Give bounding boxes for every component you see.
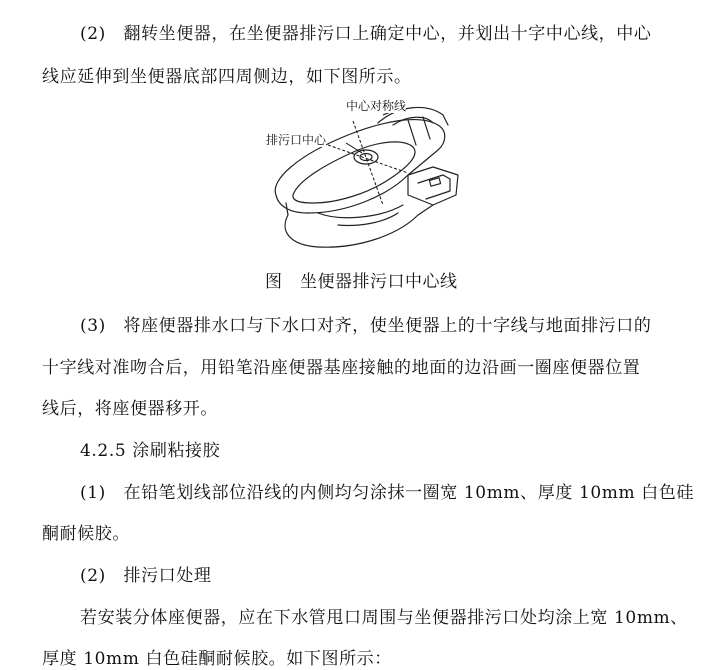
- toilet-illustration: [258, 95, 468, 263]
- paragraph-line: 线后，将座便器移开。: [42, 399, 218, 419]
- paragraph-line: (1) 在铅笔划线部位沿线的内侧均匀涂抹一圈宽 10mm、厚度 10mm 白色硅: [80, 483, 695, 503]
- paragraph-line: 若安装分体座便器，应在下水管甩口周围与坐便器排污口处均涂上宽 10mm、: [80, 608, 688, 628]
- section-heading: 4.2.5 涂刷粘接胶: [80, 441, 221, 461]
- paragraph-line: (2) 翻转坐便器，在坐便器排污口上确定中心，并划出十字中心线，中心: [80, 24, 652, 44]
- paragraph-line: 线应延伸到坐便器底部四周侧边，如下图所示。: [42, 67, 412, 87]
- paragraph-line: 十字线对准吻合后，用铅笔沿座便器基座接触的地面的边沿画一圈座便器位置: [42, 358, 641, 378]
- subheading: (2) 排污口处理: [80, 566, 212, 586]
- label-drain-center: 排污口中心: [266, 133, 327, 147]
- paragraph-line: (3) 将座便器排水口与下水口对齐，使坐便器上的十字线与地面排污口的: [80, 316, 652, 336]
- paragraph-line: 厚度 10mm 白色硅酮耐候胶。如下图所示：: [42, 649, 392, 669]
- toilet-drain-figure: [258, 95, 468, 263]
- figure-caption: 图 坐便器排污口中心线: [265, 272, 458, 292]
- label-center-symmetry-line: 中心对称线: [346, 99, 407, 113]
- paragraph-line: 酮耐候胶。: [42, 524, 130, 544]
